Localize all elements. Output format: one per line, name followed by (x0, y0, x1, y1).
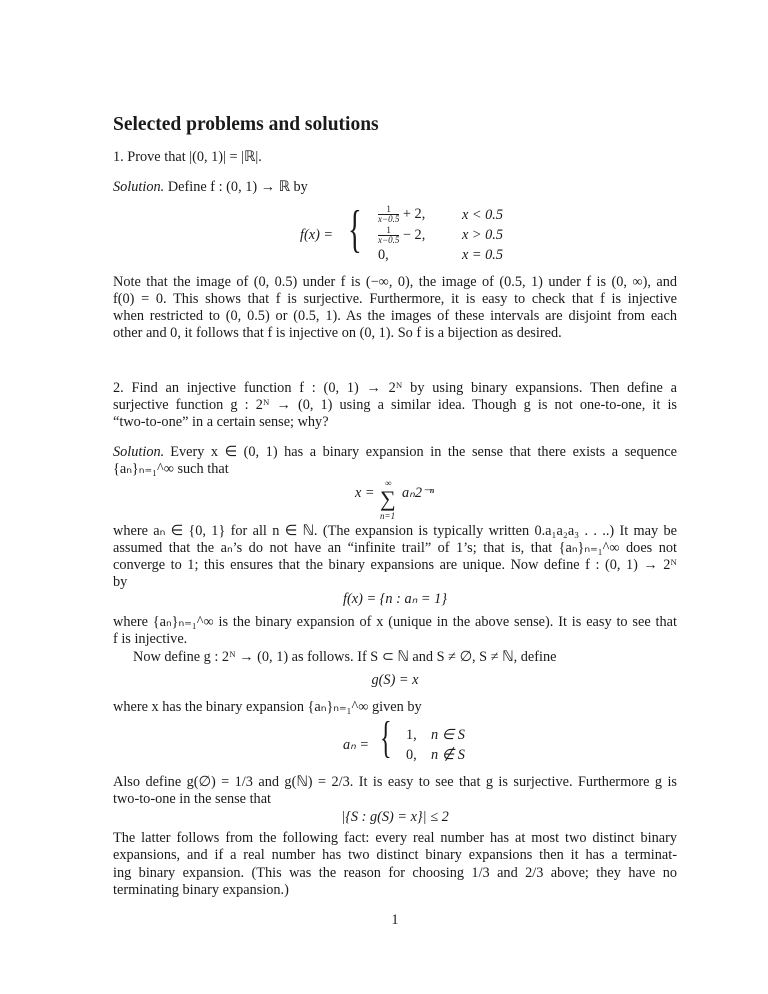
g-definition: g(S) = x (371, 672, 419, 688)
problem-2-statement-line: surjective function g : 2ᴺ → (0, 1) using a similar idea. Though g is not one-to-one, it is (113, 397, 677, 413)
solution-label: Solution. (113, 179, 165, 195)
problem-1-solution-intro (113, 179, 677, 195)
paragraph-line: where x has the binary expansion {aₙ}ₙ₌₁^∞ given by (113, 699, 422, 715)
left-brace-icon: { (348, 201, 362, 258)
case-row: 0, (378, 247, 389, 263)
sum-lower-limit: n=1 (380, 511, 396, 521)
paragraph-line: where aₙ ∈ {0, 1} for all n ∈ ℕ. (The expansion is typically written 0.a₁a₂a₃ . . ..) It may be (113, 523, 677, 539)
case-condition: x = 0.5 (462, 247, 504, 263)
case-value: 1, (406, 727, 417, 743)
paragraph-line: f is injective. (113, 631, 188, 647)
paragraph-line: by (113, 574, 128, 590)
paragraph-line: other and 0, it follows that f is injective on (0, 1). So f is a bijection as desired. (113, 325, 562, 341)
sum-term: aₙ2⁻ⁿ (402, 485, 435, 501)
sum-upper-limit: ∞ (385, 478, 392, 488)
paragraph-line: expansions, and if a real number has two distinct binary expansions then it has a terminat- (113, 847, 677, 863)
problem-2-statement-line: “two-to-one” in a certain sense; why? (113, 414, 329, 430)
paragraph-line: f(0) = 0. This shows that f is surjective. Furthermore, it is easy to check that f is injective (113, 291, 677, 307)
page-title: Selected problems and solutions (113, 114, 379, 135)
solution-intro-text: Define f : (0, 1) → ℝ by (167, 179, 308, 195)
case-row: $\frac{1}{x-0.5}$ + 2, (378, 204, 426, 224)
sum-lhs: x = (355, 485, 375, 501)
problem-1-statement: 1. Prove that |(0, 1)| = |ℝ|. (113, 149, 262, 165)
problem-2-statement-line: 2. Find an injective function f : (0, 1) → 2ᴺ by using binary expansions. Then define a (113, 380, 677, 396)
case-condition: n ∉ S (431, 747, 465, 763)
page-number: 1 (391, 912, 399, 928)
case-condition: x > 0.5 (462, 227, 504, 243)
paragraph-line: where {aₙ}ₙ₌₁^∞ is the binary expansion of x (unique in the above sense). It is easy to see that (113, 614, 677, 630)
paragraph-line: The latter follows from the following fact: every real number has at most two distinct binary (113, 830, 677, 846)
sigma-icon: ∑ (380, 486, 396, 511)
case-value: 0, (406, 747, 417, 763)
solution-label: Solution. (113, 444, 165, 460)
case-condition: n ∈ S (431, 727, 465, 743)
two-to-one-bound: |{S : g(S) = x}| ≤ 2 (341, 809, 449, 825)
paragraph-line: terminating binary expansion.) (113, 882, 289, 898)
piecewise-lhs: f(x) = (300, 227, 334, 243)
paragraph-line: two-to-one in the sense that (113, 791, 272, 807)
paragraph-line: ing binary expansion. (This was the reason for choosing 1/3 and 2/3 above; they have no (113, 865, 677, 881)
f-definition: f(x) = {n : aₙ = 1} (343, 591, 447, 607)
paragraph-line: Now define g : 2ᴺ → (0, 1) as follows. If S ⊂ ℕ and S ≠ ∅, S ≠ ℕ, define (133, 649, 557, 665)
paragraph-line: {aₙ}ₙ₌₁^∞ such that (113, 461, 229, 477)
an-cases-lhs: aₙ = (343, 737, 370, 753)
solution-first-text: Every x ∈ (0, 1) has a binary expansion in the sense that there exists a sequence (170, 444, 677, 460)
left-brace-icon: { (380, 713, 392, 762)
case-condition: x < 0.5 (462, 207, 504, 223)
paragraph-line: converge to 1; this ensures that the binary expansions are unique. Now define f : (0, 1) → 2ᴺ (113, 557, 677, 573)
paragraph-line: assumed that the aₙ’s do not have an “infinite trail” of 1’s; that is, that {aₙ}ₙ₌₁^∞ does not (113, 540, 677, 556)
paragraph-line: Also define g(∅) = 1/3 and g(ℕ) = 2/3. It is easy to see that g is surjective. Furthermore g is (113, 774, 677, 790)
paragraph-line: when restricted to (0, 0.5) or (0.5, 1). As the images of these intervals are disjoint from each (113, 308, 677, 324)
problem-2-solution-line (113, 444, 677, 460)
case-row: $\frac{1}{x-0.5}$ − 2, (378, 225, 426, 245)
paragraph-line: Note that the image of (0, 0.5) under f is (−∞, 0), the image of (0.5, 1) under f is (0, ∞), and (113, 274, 677, 290)
